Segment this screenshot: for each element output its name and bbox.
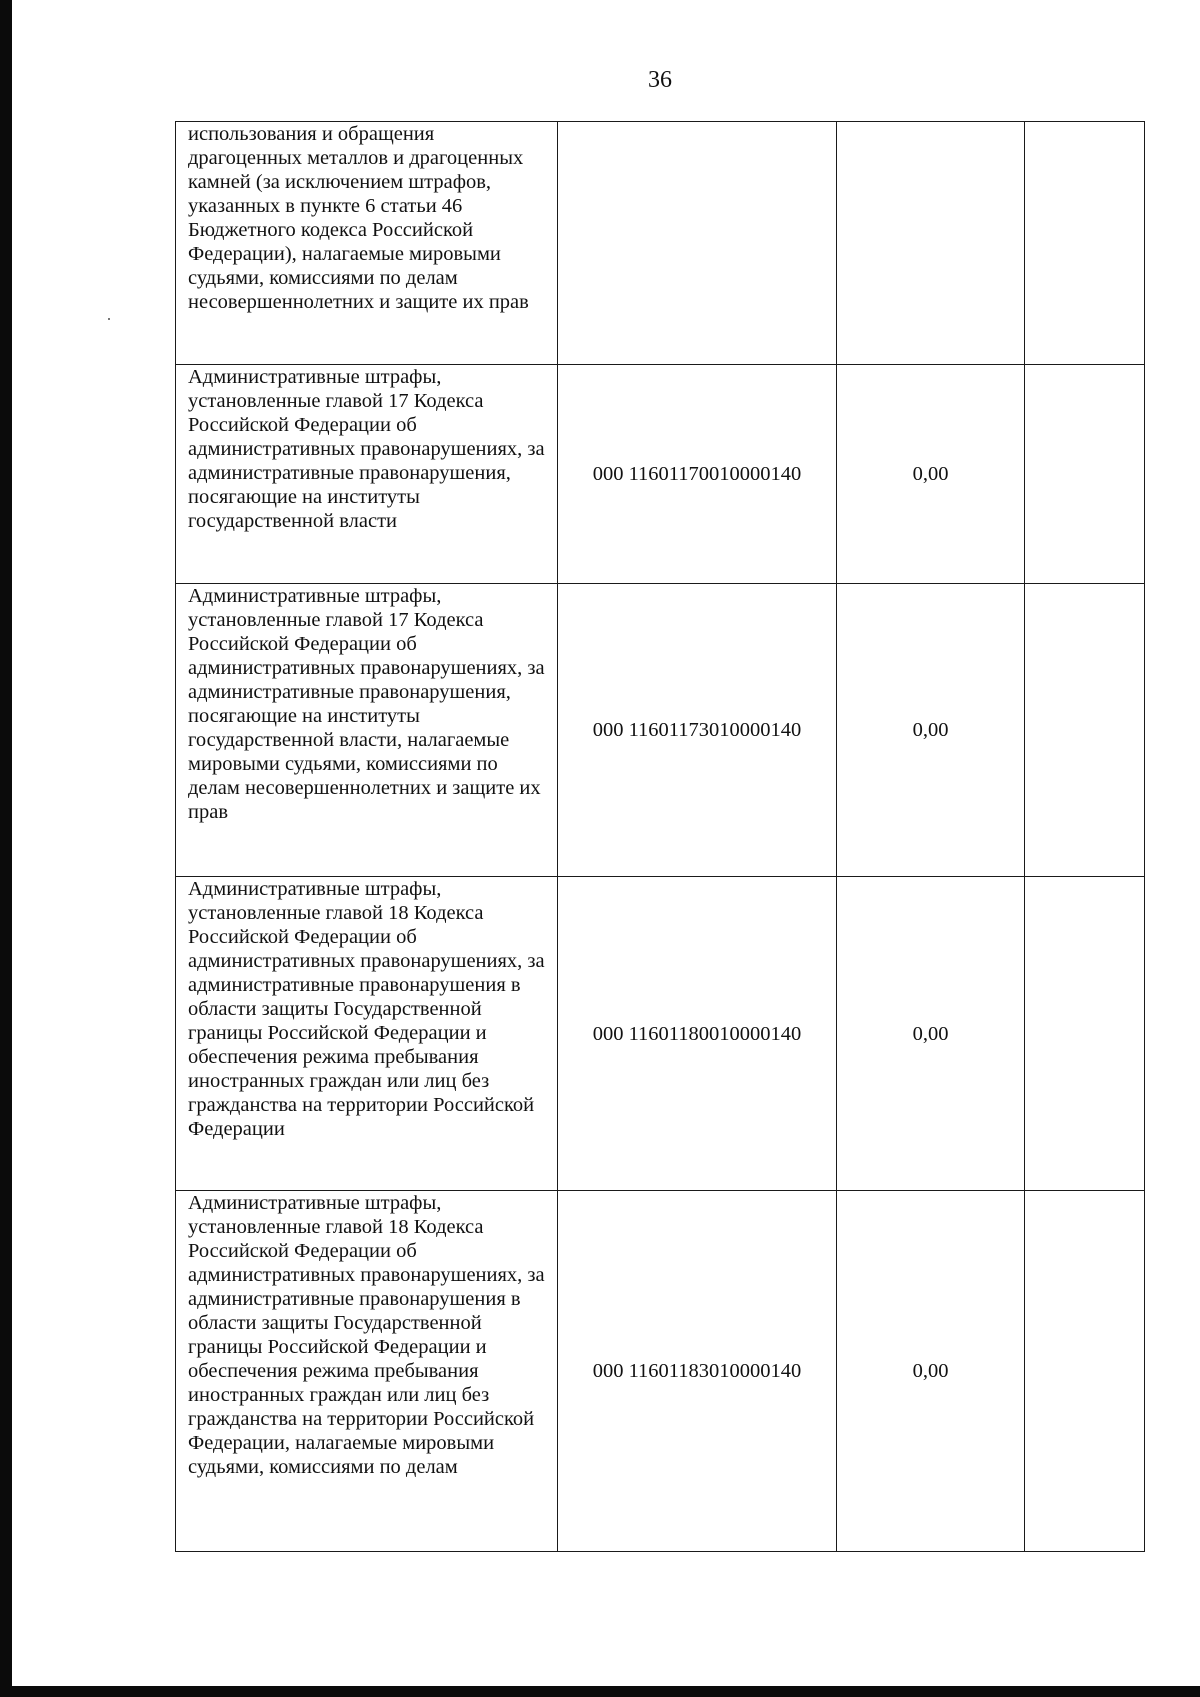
extra-cell [1025,122,1145,365]
revenue-table [175,121,1145,1552]
table-row [176,1191,1145,1552]
scan-edge-bottom [0,1686,1200,1697]
extra-cell [1025,584,1145,877]
extra-cell [1025,365,1145,584]
amount-cell: 0,00 [837,365,1025,584]
revenue-code-cell: 000 11601180010000140 [558,877,837,1191]
revenue-code-cell: 000 11601183010000140 [558,1191,837,1552]
revenue-code-cell: 000 11601170010000140 [558,365,837,584]
page-number: 36 [648,67,672,93]
revenue-name-cell: Административные штрафы, установленные главой 18 Кодекса Российской Федерации об административных правонарушениях, за административные правонарушения в области защиты Государственной границы Российской Федерации и обеспечения режима пребывания иностранных граждан или лиц без гражданства на территории Российской Федерации [176,877,558,1191]
revenue-code-cell [558,122,837,365]
revenue-name-cell: использования и обращения драгоценных металлов и драгоценных камней (за исключением штрафов, указанных в пункте 6 статьи 46 Бюджетного кодекса Российской Федерации), налагаемые мировыми судьями, комиссиями по делам несовершеннолетних и защите их прав [176,122,558,365]
amount-cell: 0,00 [837,584,1025,877]
amount-cell: 0,00 [837,877,1025,1191]
table-row [176,122,1145,365]
revenue-code-cell: 000 11601173010000140 [558,584,837,877]
revenue-name-cell: Административные штрафы, установленные главой 17 Кодекса Российской Федерации об административных правонарушениях, за административные правонарушения, посягающие на институты государственной власти, налагаемые мировыми судьями, комиссиями по делам несовершеннолетних и защите их прав [176,584,558,877]
scan-edge-left [0,0,12,1697]
revenue-name-cell: Административные штрафы, установленные главой 17 Кодекса Российской Федерации об административных правонарушениях, за административные правонарушения, посягающие на институты государственной власти [176,365,558,584]
table-row [176,365,1145,584]
revenue-name-cell: Административные штрафы, установленные главой 18 Кодекса Российской Федерации об административных правонарушениях, за административные правонарушения в области защиты Государственной границы Российской Федерации и обеспечения режима пребывания иностранных граждан или лиц без гражданства на территории Российской Федерации, налагаемые мировыми судьями, комиссиями по делам [176,1191,558,1552]
amount-cell: 0,00 [837,1191,1025,1552]
table-row [176,584,1145,877]
scan-speck [108,318,110,320]
amount-cell [837,122,1025,365]
extra-cell [1025,877,1145,1191]
extra-cell [1025,1191,1145,1552]
table-row [176,877,1145,1191]
